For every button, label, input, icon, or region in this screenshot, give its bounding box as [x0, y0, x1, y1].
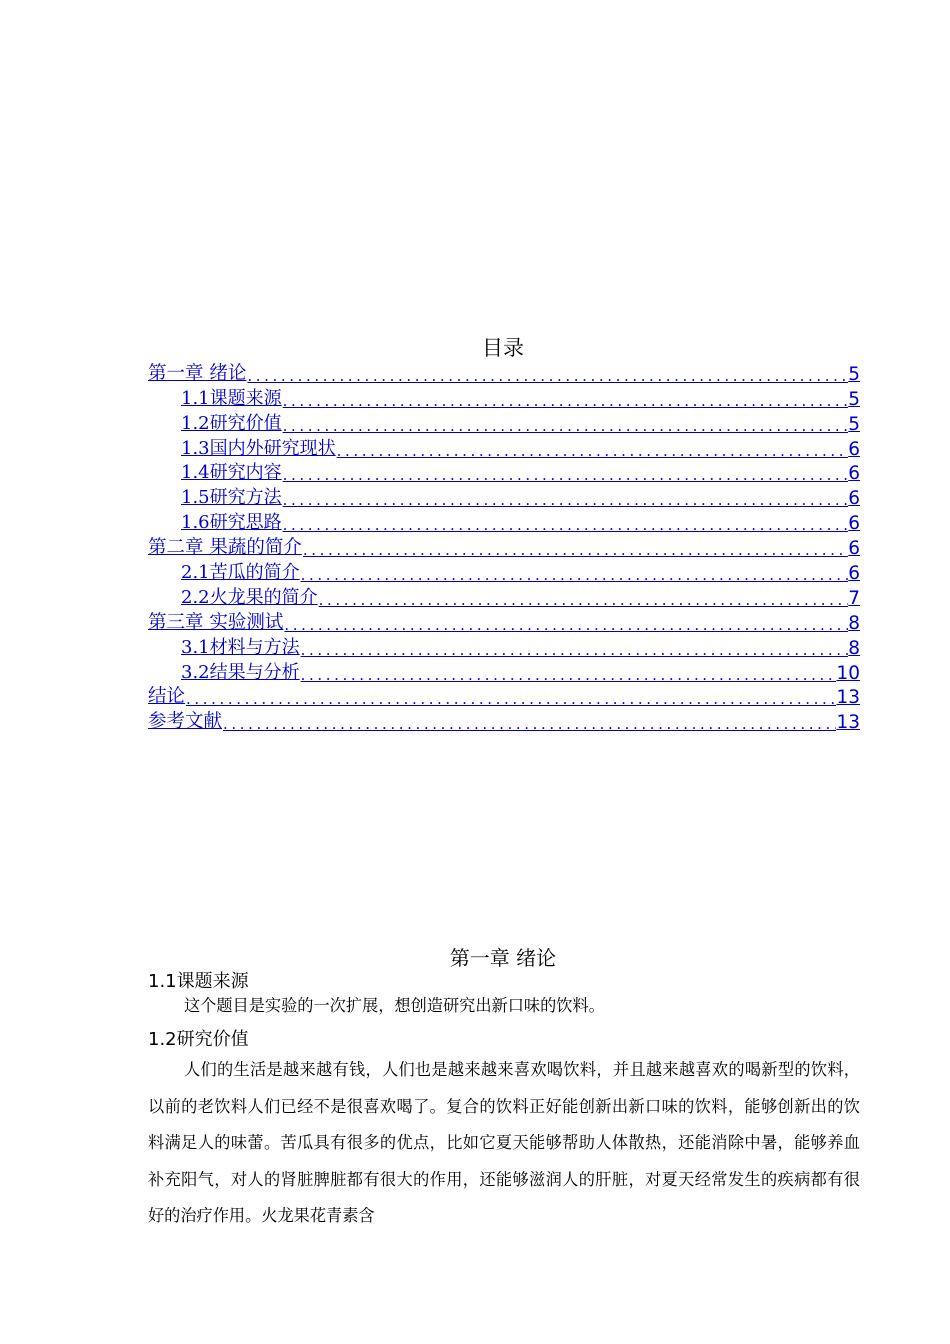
toc-page-number: 6	[848, 488, 860, 510]
toc-leader-dots	[318, 591, 849, 609]
toc-leader-dots	[300, 641, 849, 659]
section-paragraph: 人们的生活是越来越有钱，人们也是越来越来喜欢喝饮料，并且越来越喜欢的喝新型的饮料，以前的老饮料人们已经不是很喜欢喝了。复合的饮料正好能创新出新口味的饮料，能够创新出的饮料满足人的味蕾。苦瓜具有很多的优点，比如它夏天能够帮助人体散热，还能消除中暑，能够养血补充阳气，对人的肾脏脾脏都有很大的作用，还能够滋润人的肝脏，对夏天经常发生的疾病都有很好的治疗作用。火龙果花青素含	[148, 1060, 860, 1225]
toc-page-number: 5	[848, 363, 860, 385]
toc-page-number: 10	[836, 662, 860, 684]
toc-entry[interactable]	[148, 460, 860, 485]
toc-entry-label: 2.1苦瓜的简介	[181, 562, 300, 584]
toc-entry-label: 1.6研究思路	[181, 512, 282, 534]
toc-entry[interactable]	[148, 708, 860, 733]
toc-page-number: 6	[848, 513, 860, 535]
toc-entry-label: 2.2火龙果的简介	[181, 586, 318, 608]
toc-entry[interactable]	[148, 609, 860, 634]
toc-entry[interactable]	[148, 410, 860, 435]
toc-entry-label: 第三章 实验测试	[148, 611, 284, 633]
toc-entry[interactable]	[148, 435, 860, 460]
toc-entry[interactable]	[148, 659, 860, 684]
toc-entry[interactable]	[148, 360, 860, 385]
toc-entry-label: 3.1材料与方法	[181, 636, 300, 658]
toc-leader-dots	[282, 392, 849, 410]
toc-entry[interactable]	[148, 509, 860, 534]
toc-page-number: 5	[848, 413, 860, 435]
toc-leader-dots	[302, 541, 848, 559]
toc-leader-dots	[185, 690, 836, 708]
toc-leader-dots	[282, 417, 849, 435]
toc-entry-label: 1.5研究方法	[181, 487, 282, 509]
toc-entry-label: 1.3国内外研究现状	[181, 437, 336, 459]
section-heading: 1.2研究价值	[148, 1029, 249, 1050]
toc-page-number: 8	[848, 637, 860, 659]
toc-page-number: 5	[848, 388, 860, 410]
toc-leader-dots	[300, 566, 849, 584]
toc-page-number: 6	[848, 463, 860, 485]
toc-entry[interactable]	[148, 484, 860, 509]
toc-leader-dots	[282, 516, 849, 534]
toc-page-number: 13	[836, 712, 860, 734]
toc-entry[interactable]	[148, 584, 860, 609]
toc-entry-label: 1.2研究价值	[181, 412, 282, 434]
toc-page-number: 6	[848, 563, 860, 585]
toc-page-number: 8	[848, 612, 860, 634]
toc-leader-dots	[283, 616, 848, 634]
toc-entry[interactable]	[148, 385, 860, 410]
toc-entry-label: 参考文献	[148, 711, 223, 733]
toc-entry[interactable]	[148, 684, 860, 709]
toc-page-number: 6	[848, 538, 860, 560]
toc-entry-label: 第一章 绪论	[148, 362, 247, 384]
toc-entry-label: 结论	[148, 686, 186, 708]
toc-entry[interactable]	[148, 634, 860, 659]
toc-leader-dots	[336, 442, 849, 460]
toc-leader-dots	[246, 367, 848, 385]
toc-leader-dots	[222, 715, 836, 733]
toc-entry[interactable]	[148, 534, 860, 559]
table-of-contents	[148, 360, 860, 733]
chapter-title: 第一章 绪论	[449, 946, 557, 970]
toc-entry-label: 1.4研究内容	[181, 462, 282, 484]
toc-title: 目录	[482, 336, 524, 360]
toc-entry[interactable]	[148, 559, 860, 584]
toc-page-number: 13	[836, 687, 860, 709]
toc-page-number: 6	[848, 438, 860, 460]
section-heading: 1.1课题来源	[148, 971, 249, 992]
toc-leader-dots	[282, 466, 849, 484]
toc-leader-dots	[282, 491, 849, 509]
toc-entry-label: 第二章 果蔬的简介	[148, 537, 302, 559]
toc-leader-dots	[300, 666, 837, 684]
toc-page-number: 7	[848, 587, 860, 609]
section-paragraph: 这个题目是实验的一次扩展，想创造研究出新口味的饮料。	[184, 996, 605, 1015]
toc-entry-label: 3.2结果与分析	[181, 661, 300, 683]
toc-entry-label: 1.1课题来源	[181, 387, 282, 409]
